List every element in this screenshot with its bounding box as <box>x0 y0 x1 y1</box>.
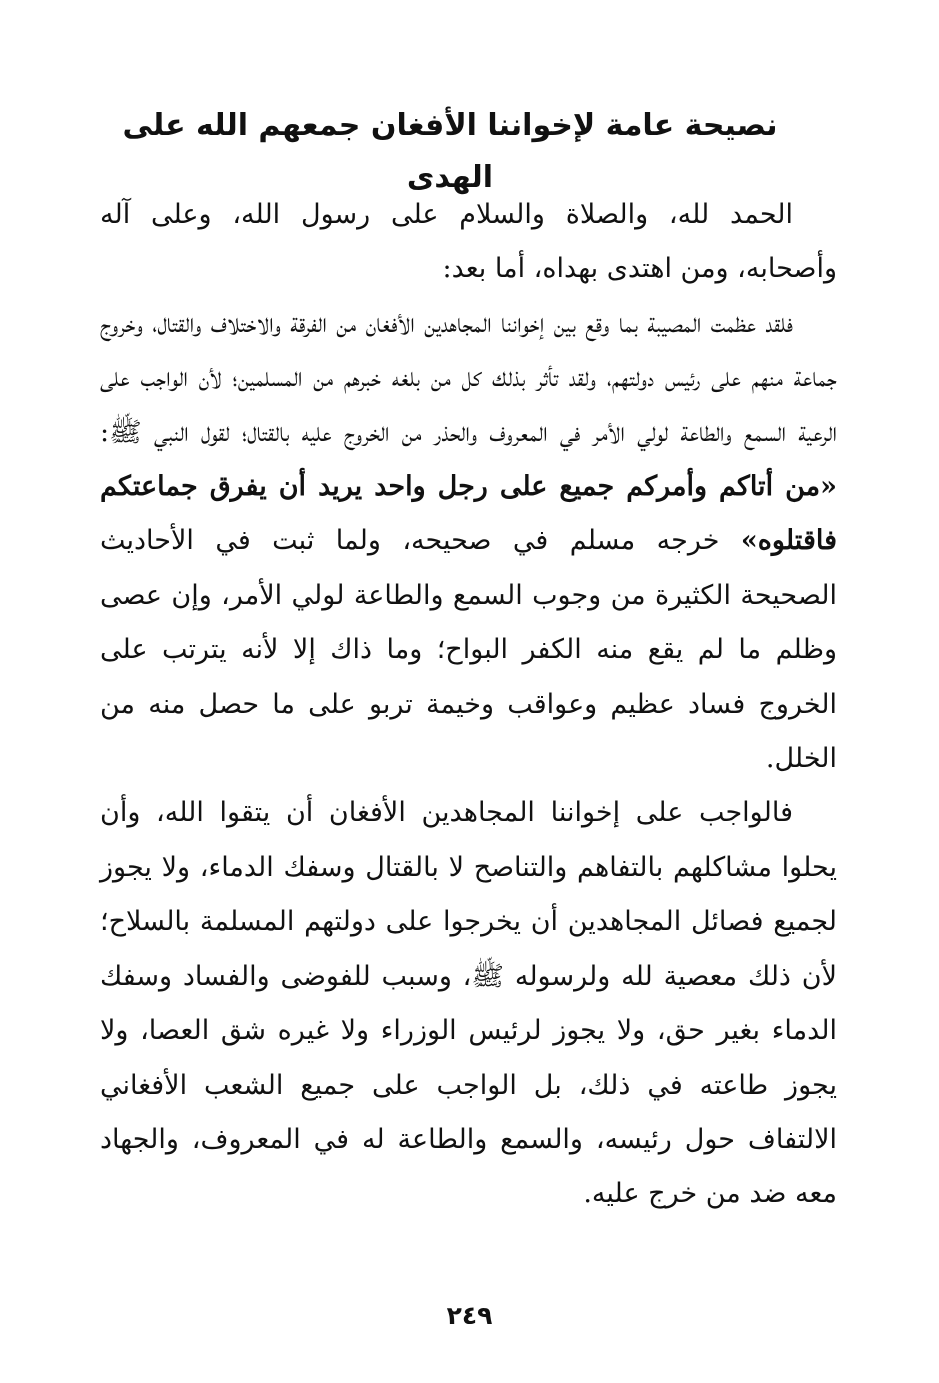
page-title: نصيحة عامة لإخواننا الأفغان جمعهم الله على الهدى <box>122 108 778 195</box>
paragraph-opening: الحمد لله، والصلاة والسلام على رسول الله، وعلى آله وأصحابه، ومن اهتدى بهداه، أما بعد: <box>100 199 837 285</box>
paragraph-advice: فالواجب على إخواننا المجاهدين الأفغان أن يتقوا الله، وأن يحلوا مشاكلهم بالتفاهم والتناصح لا بالقتال وسفك الدماء، ولا يجوز لجميع فصائل المجاهدين أن يخرجوا على دولتهم المسلمة بالسلاح؛ لأن ذلك معصية لله ولرسوله ﷺ، وسبب للفوضى والفساد وسفك الدماء بغير حق، ولا يجوز لرئيس الوزراء ولا غيره شق العصا، ولا يجوز طاعته في ذلك، بل الواجب على جميع الشعب الأفغاني الالتفاف حول رئيسه، والسمع والطاعة له في المعروف، والجهاد معه ضد من خرج عليه. <box>100 797 837 1210</box>
hadith-quote: «من أتاكم وأمركم جميع على رجل واحد يريد أن يفرق جماعتكم فاقتلوه» <box>100 471 837 557</box>
body-text <box>100 188 837 1222</box>
paragraph-hadith-conclusion: خرجه مسلم في صحيحه، ولما ثبت في الأحاديث الصحيحة الكثيرة من وجوب السمع والطاعة لولي الأمر، وإن عصى وظلم ما لم يقع منه الكفر البواح؛ وما ذاك إلا لأنه يترتب على الخروج فساد عظيم وعواقب وخيمة تربو على ما حصل منه من الخلل. <box>100 525 837 775</box>
paragraph-hadith <box>100 297 837 787</box>
paragraph-hadith-intro: فلقد عظمت المصيبة بما وقع بين إخواننا المجاهدين الأفغان من الفرقة والاختلاف والقتال، وخروج جماعة منهم على رئيس دولتهم، ولقد تأثر بذلك كل من بلغه خبرهم من المسلمين؛ لأن الواجب على الرعية السمع والطاعة لولي الأمر في المعروف والحذر من الخروج عليه بالقتال؛ لقول النبي ﷺ: <box>100 307 837 448</box>
page-number: ٢٤٩ <box>446 1301 493 1330</box>
